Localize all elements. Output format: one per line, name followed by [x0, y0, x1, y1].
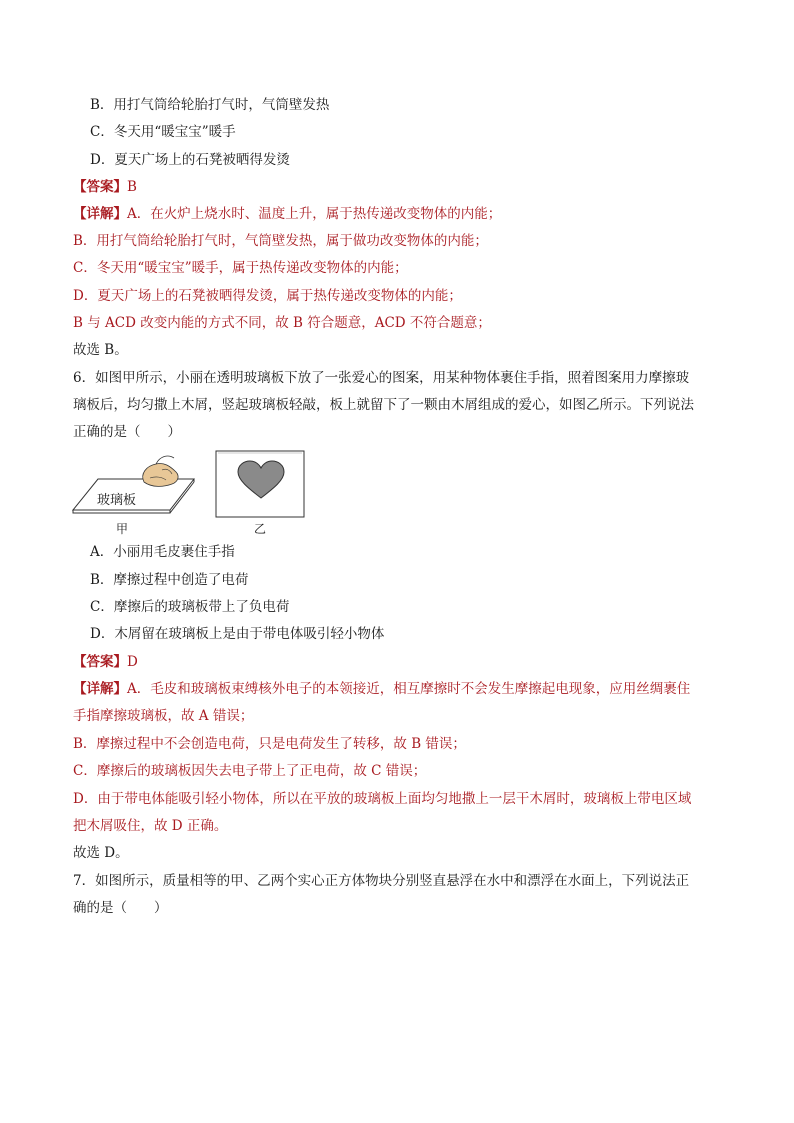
- q6-option-a: A．小丽用毛皮裹住手指: [90, 544, 235, 560]
- q5-detail-line: B．用打气筒给轮胎打气时，气筒壁发热，属于做功改变物体的内能；: [73, 233, 488, 249]
- detail-text: A．在火炉上烧水时、温度上升，属于热传递改变物体的内能；: [127, 206, 502, 222]
- caption-yi: 乙: [254, 522, 267, 536]
- q5-answer: [73, 178, 137, 196]
- q6-stem-line: 6．如图甲所示，小丽在透明玻璃板下放了一张爱心的图案，用某种物体裹住手指，照着图案用力摩擦玻: [73, 370, 690, 386]
- q6-stem-line: 璃板后，均匀撒上木屑，竖起玻璃板轻敲，板上就留下了一颗由木屑组成的爱心，如图乙所示。下列说法: [73, 397, 694, 413]
- q6-figure: [70, 446, 310, 540]
- plate-label: 玻璃板: [97, 493, 137, 508]
- upright-plate-figure: [216, 451, 304, 536]
- q6-detail-line: C．摩擦后的玻璃板因失去电子带上了正电荷，故 C 错误；: [73, 763, 427, 779]
- q6-detail-line: 手指摩擦玻璃板，故 A 错误；: [73, 708, 254, 724]
- answer-tag: 【答案】: [73, 179, 127, 195]
- q5-option-c: C．冬天用“暖宝宝”暖手: [90, 124, 236, 140]
- q6-detail-line: [73, 680, 690, 698]
- hand-icon: [143, 456, 178, 486]
- q5-option-d: D．夏天广场上的石凳被晒得发烫: [90, 152, 290, 168]
- q5-detail-line: B 与 ACD 改变内能的方式不同，故 B 符合题意，ACD 不符合题意；: [73, 315, 491, 331]
- q6-option-d: D．木屑留在玻璃板上是由于带电体吸引轻小物体: [90, 626, 385, 642]
- q5-detail-line: C．冬天用“暖宝宝”暖手，属于热传递改变物体的内能；: [73, 260, 408, 276]
- q6-detail-line: B．摩擦过程中不会创造电荷，只是电荷发生了转移，故 B 错误；: [73, 736, 466, 752]
- q5-detail-line: [73, 205, 501, 223]
- answer-tag: 【答案】: [73, 654, 127, 670]
- q6-detail-line: D．由于带电体能吸引轻小物体，所以在平放的玻璃板上面均匀地撒上一层干木屑时，玻璃板上带电区域: [73, 791, 692, 807]
- q6-detail-line: 把木屑吸住，故 D 正确。: [73, 818, 228, 834]
- q5-option-b: B．用打气筒给轮胎打气时，气筒壁发热: [90, 97, 330, 113]
- q6-stem-line: 正确的是（ ）: [73, 424, 181, 440]
- q6-conclusion: 故选 D。: [73, 845, 129, 861]
- detail-tag: 【详解】: [73, 681, 127, 697]
- caption-jia: 甲: [116, 522, 129, 536]
- q7-stem-line: 确的是（ ）: [73, 900, 168, 916]
- detail-tag: 【详解】: [73, 206, 127, 222]
- q5-conclusion: 故选 B。: [73, 342, 128, 358]
- answer-value: B: [127, 179, 137, 195]
- q6-option-c: C．摩擦后的玻璃板带上了负电荷: [90, 599, 290, 615]
- q6-answer: [73, 653, 138, 671]
- q5-detail-line: D．夏天广场上的石凳被晒得发烫，属于热传递改变物体的内能；: [73, 288, 462, 304]
- glass-plate-figure: [73, 456, 194, 536]
- q6-option-b: B．摩擦过程中创造了电荷: [90, 572, 249, 588]
- q7-stem-line: 7．如图所示，质量相等的甲、乙两个实心正方体物块分别竖直悬浮在水中和漂浮在水面上，下列说法正: [73, 873, 690, 889]
- detail-text: A．毛皮和玻璃板束缚核外电子的本领接近，相互摩擦时不会发生摩擦起电现象，应用丝绸裹住: [127, 681, 691, 697]
- answer-value: D: [127, 654, 138, 670]
